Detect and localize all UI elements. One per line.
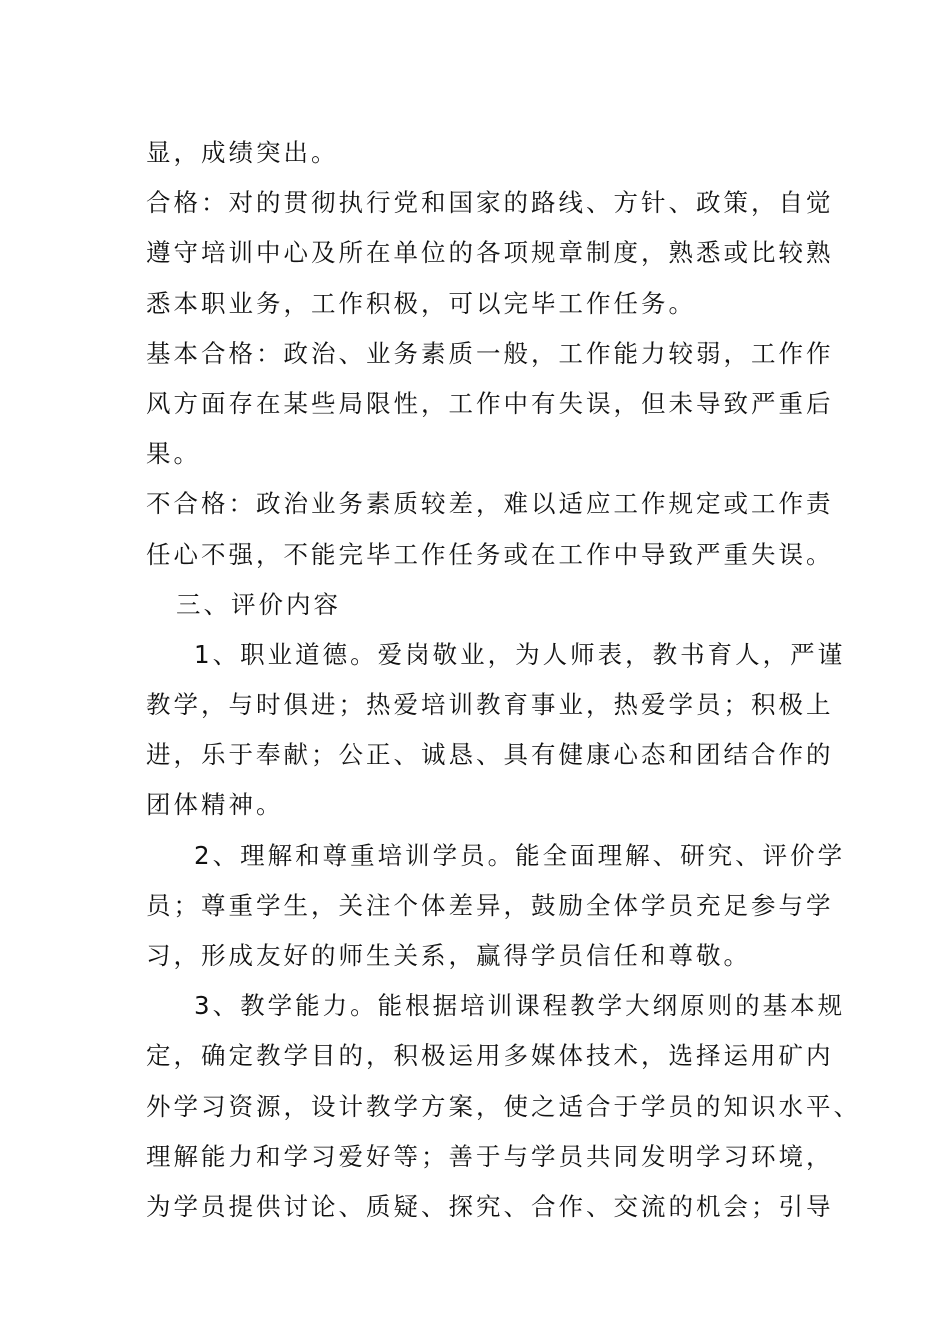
text-line: 教学，与时俱进；热爱培训教育事业，热爱学员；积极上 — [146, 690, 834, 720]
text-line: 2、理解和尊重培训学员。能全面理解、研究、评价学 — [194, 840, 846, 870]
text-line: 习，形成友好的师生关系，赢得学员信任和尊敬。 — [146, 941, 751, 970]
text-line: 进，乐于奉献；公正、诚恳、具有健康心态和团结合作的 — [146, 740, 834, 770]
text-line: 外学习资源，设计教学方案，使之适合于学员的知识水平、 — [146, 1091, 861, 1121]
text-line: 显，成绩突出。 — [146, 138, 339, 167]
text-line: 为学员提供讨论、质疑、探究、合作、交流的机会；引导 — [146, 1191, 834, 1221]
text-line: 合格：对的贯彻执行党和国家的路线、方针、政策，自觉 — [146, 188, 834, 218]
text-line: 团体精神。 — [146, 790, 284, 820]
text-line: 理解能力和学习爱好等；善于与学员共同发明学习环境， — [146, 1141, 834, 1171]
text-line: 果。 — [146, 439, 201, 469]
text-line: 员；尊重学生，关注个体差异，鼓励全体学员充足参与学 — [146, 890, 834, 920]
text-line: 悉本职业务，工作积极，可以完毕工作任务。 — [146, 288, 696, 318]
text-line: 不合格：政治业务素质较差，难以适应工作规定或工作责 — [146, 489, 834, 519]
text-line: 基本合格：政治、业务素质一般，工作能力较弱，工作作 — [146, 338, 834, 368]
text-line: 3、教学能力。能根据培训课程教学大纲原则的基本规 — [194, 991, 846, 1021]
text-line: 定，确定教学目的，积极运用多媒体技术，选择运用矿内 — [146, 1041, 834, 1071]
text-line: 遵守培训中心及所在单位的各项规章制度，熟悉或比较熟 — [146, 238, 834, 268]
text-line: 1、职业道德。爱岗敬业，为人师表，教书育人，严谨 — [194, 639, 846, 669]
document-body — [146, 128, 861, 1232]
text-line: 风方面存在某些局限性，工作中有失误，但未导致严重后 — [146, 388, 834, 418]
text-line: 任心不强，不能完毕工作任务或在工作中导致严重失误。 — [146, 539, 834, 569]
section-heading: 三、评价内容 — [176, 589, 341, 619]
